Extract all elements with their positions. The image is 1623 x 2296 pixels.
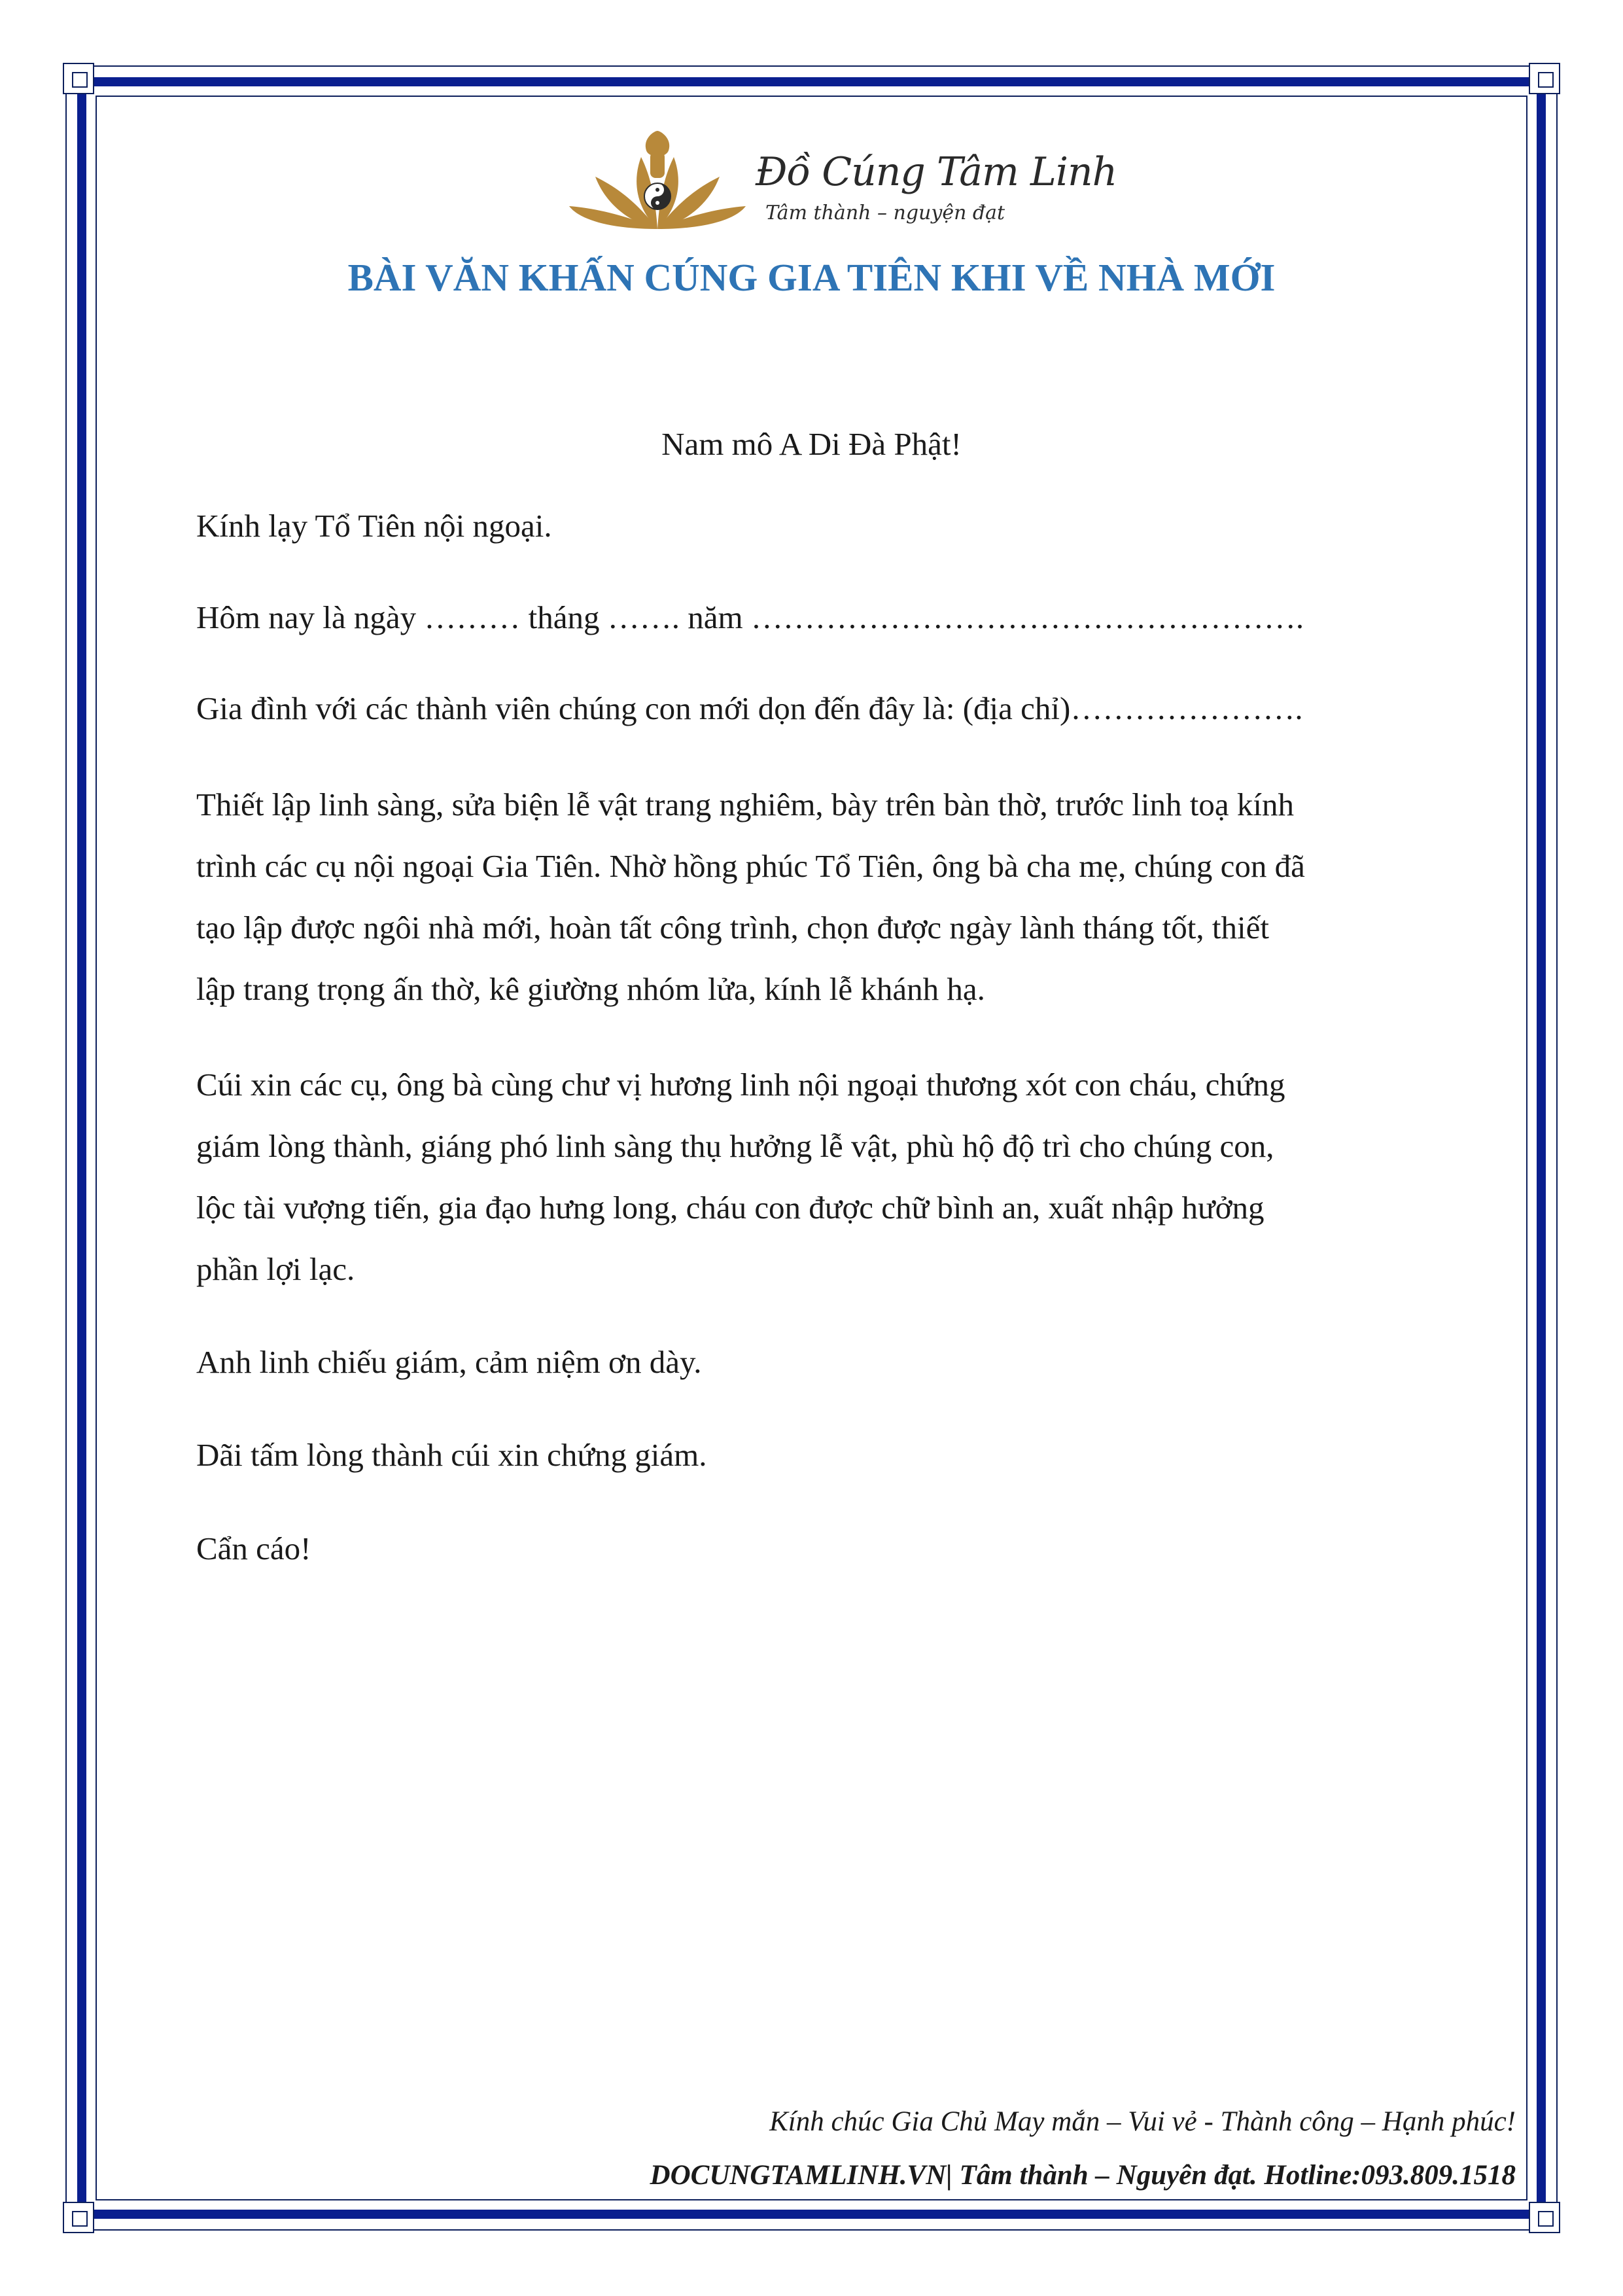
paragraph-line: Cúi xin các cụ, ông bà cùng chư vị hương linh nội ngoại thương xót con cháu, chứng xyxy=(196,1067,1285,1103)
footer-contact: DOCUNGTAMLINH.VN| Tâm thành – Nguyên đạt. Hotline:093.809.1518 xyxy=(650,2160,1516,2191)
closing-line: Cẩn cáo! xyxy=(196,1530,311,1566)
corner-ornament-bottom-left xyxy=(63,2202,94,2233)
address-line: Gia đình với các thành viên chúng con mới dọn đến đây là: (địa chỉ)…………………. xyxy=(196,690,1303,726)
logo-name: Đồ Cúng Tâm Linh xyxy=(756,149,1117,195)
paragraph-line: Thiết lập linh sàng, sửa biện lễ vật trang nghiêm, bày trên bàn thờ, trước linh toạ kính xyxy=(196,786,1294,822)
footer-wish: Kính chúc Gia Chủ May mắn – Vui vẻ - Thành công – Hạnh phúc! xyxy=(769,2106,1516,2137)
paragraph-line: giám lòng thành, giáng phó linh sàng thụ hưởng lễ vật, phù hộ độ trì cho chúng con, xyxy=(196,1128,1274,1164)
page-title: BÀI VĂN KHẤN CÚNG GIA TIÊN KHI VỀ NHÀ MỚI xyxy=(347,256,1276,299)
date-line: Hôm nay là ngày ……… tháng ……. năm ……………………………………………. xyxy=(196,599,1304,635)
corner-ornament-top-right xyxy=(1529,63,1560,94)
paragraph-line: tạo lập được ngôi nhà mới, hoàn tất công trình, chọn được ngày lành tháng tốt, thiết xyxy=(196,910,1269,945)
logo-tagline: Tâm thành – nguyện đạt xyxy=(765,202,1005,224)
body-line: Dãi tấm lòng thành cúi xin chứng giám. xyxy=(196,1437,707,1473)
paragraph-line: lập trang trọng ấn thờ, kê giường nhóm lửa, kính lễ khánh hạ. xyxy=(196,971,985,1007)
brand-logo xyxy=(569,131,1117,242)
corner-ornament-bottom-right xyxy=(1529,2202,1560,2233)
paragraph-line: lộc tài vượng tiến, gia đạo hưng long, cháu con được chữ bình an, xuất nhập hưởng xyxy=(196,1190,1265,1226)
paragraph-line: phần lợi lạc. xyxy=(196,1251,355,1287)
lotus-yin-yang-icon xyxy=(569,131,746,242)
body-line: Kính lạy Tổ Tiên nội ngoại. xyxy=(196,508,552,544)
opening-line: Nam mô A Di Đà Phật! xyxy=(661,426,962,462)
corner-ornament-top-left xyxy=(63,63,94,94)
body-line: Anh linh chiếu giám, cảm niệm ơn dày. xyxy=(196,1344,702,1380)
paragraph-line: trình các cụ nội ngoại Gia Tiên. Nhờ hồng phúc Tổ Tiên, ông bà cha mẹ, chúng con đã xyxy=(196,848,1305,884)
